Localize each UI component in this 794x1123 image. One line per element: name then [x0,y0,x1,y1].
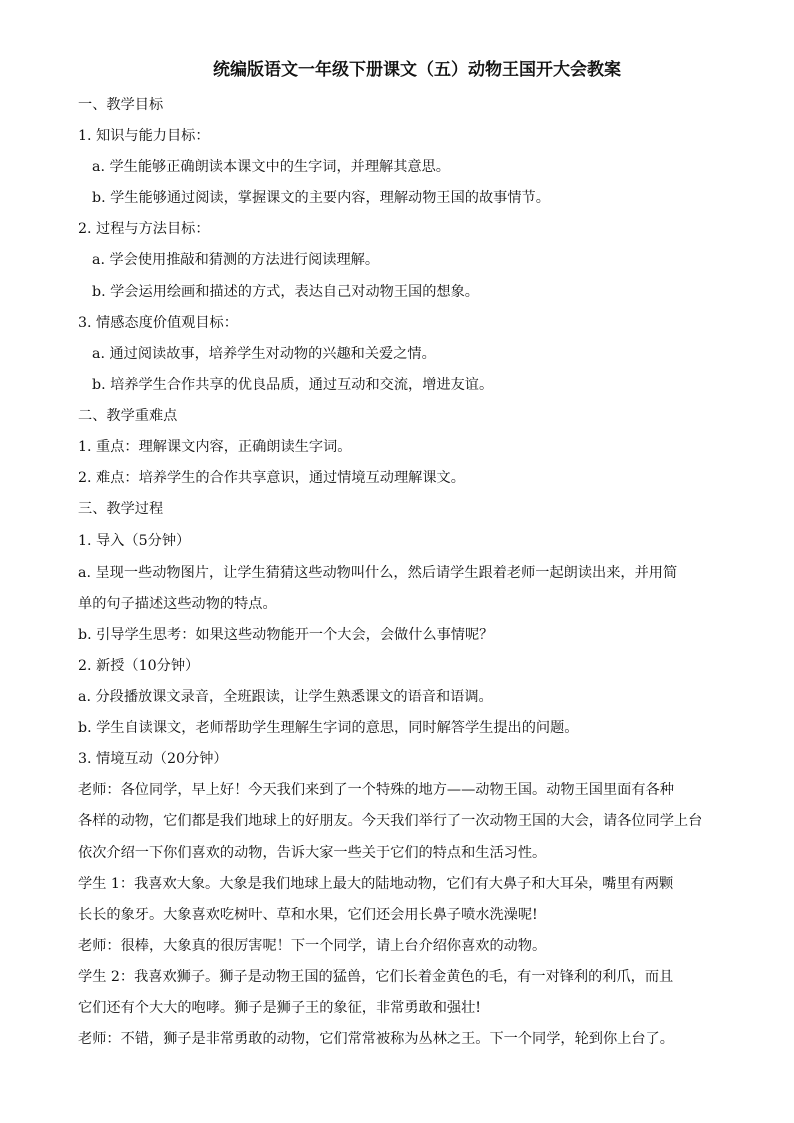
section-heading-key-points: 二、教学重难点 [78,408,178,424]
document-title: 统编版语文一年级下册课文（五）动物王国开大会教案 [213,60,621,80]
section-heading-objectives: 一、教学目标 [78,97,164,113]
student-1-speech-cont: 长长的象牙。大象喜欢吃树叶、草和水果，它们还会用长鼻子喷水洗澡呢! [78,907,538,923]
section-heading-process: 三、教学过程 [78,501,164,517]
step-intro-a: a. 呈现一些动物图片，让学生猜猜这些动物叫什么，然后请学生跟着老师一起朗读出来，并用简 [78,565,678,581]
step-intro-a-cont: 单的句子描述这些动物的特点。 [78,596,277,612]
goal-method-label: 2. 过程与方法目标： [78,221,210,237]
difficult-point: 2. 难点：培养学生的合作共享意识，通过情境互动理解课文。 [78,470,465,486]
teacher-speech-2: 老师：很棒，大象真的很厉害呢！下一个同学，请上台介绍你喜欢的动物。 [78,938,547,954]
teacher-speech-1: 老师：各位同学，早上好！今天我们来到了一个特殊的地方——动物王国。动物王国里面有各种 [78,782,674,798]
teacher-speech-3: 老师：不错，狮子是非常勇敢的动物，它们常常被称为丛林之王。下一个同学，轮到你上台了。 [78,1031,674,1047]
goal-attitude-label: 3. 情感态度价值观目标： [78,315,238,331]
student-2-speech-cont: 它们还有个大大的咆哮。狮子是狮子王的象征，非常勇敢和强壮! [78,1000,481,1016]
step-new-a: a. 分段播放课文录音，全班跟读，让学生熟悉课文的语音和语调。 [78,689,493,705]
goal-attitude-a: a. 通过阅读故事，培养学生对动物的兴趣和关爱之情。 [92,346,436,362]
key-point: 1. 重点：理解课文内容，正确朗读生字词。 [78,439,352,455]
teacher-speech-1-cont2: 依次介绍一下你们喜欢的动物，告诉大家一些关于它们的特点和生活习性。 [78,845,547,861]
goal-method-a: a. 学会使用推敲和猜测的方法进行阅读理解。 [92,252,380,268]
teacher-speech-1-cont: 各样的动物，它们都是我们地球上的好朋友。今天我们举行了一次动物王国的大会，请各位同学上台 [78,813,703,829]
goal-knowledge-b: b. 学生能够通过阅读，掌握课文的主要内容，理解动物王国的故事情节。 [92,190,550,206]
student-2-speech: 学生 2：我喜欢狮子。狮子是动物王国的猛兽，它们长着金黄色的毛，有一对锋利的利爪，而且 [78,969,674,985]
step-interaction-label: 3. 情境互动（20分钟） [78,751,228,767]
step-intro-b: b. 引导学生思考：如果这些动物能开一个大会，会做什么事情呢？ [78,627,494,643]
step-new-label: 2. 新授（10分钟） [78,658,200,674]
goal-method-b: b. 学会运用绘画和描述的方式，表达自己对动物王国的想象。 [92,284,479,300]
goal-knowledge-a: a. 学生能够正确朗读本课文中的生字词，并理解其意思。 [92,159,450,175]
goal-knowledge-label: 1. 知识与能力目标： [78,128,210,144]
student-1-speech: 学生 1：我喜欢大象。大象是我们地球上最大的陆地动物，它们有大鼻子和大耳朵，嘴里有两颗 [78,876,674,892]
goal-attitude-b: b. 培养学生合作共享的优良品质，通过互动和交流，增进友谊。 [92,377,494,393]
step-intro-label: 1. 导入（5分钟） [78,533,191,549]
step-new-b: b. 学生自读课文，老师帮助学生理解生字词的意思，同时解答学生提出的问题。 [78,720,579,736]
